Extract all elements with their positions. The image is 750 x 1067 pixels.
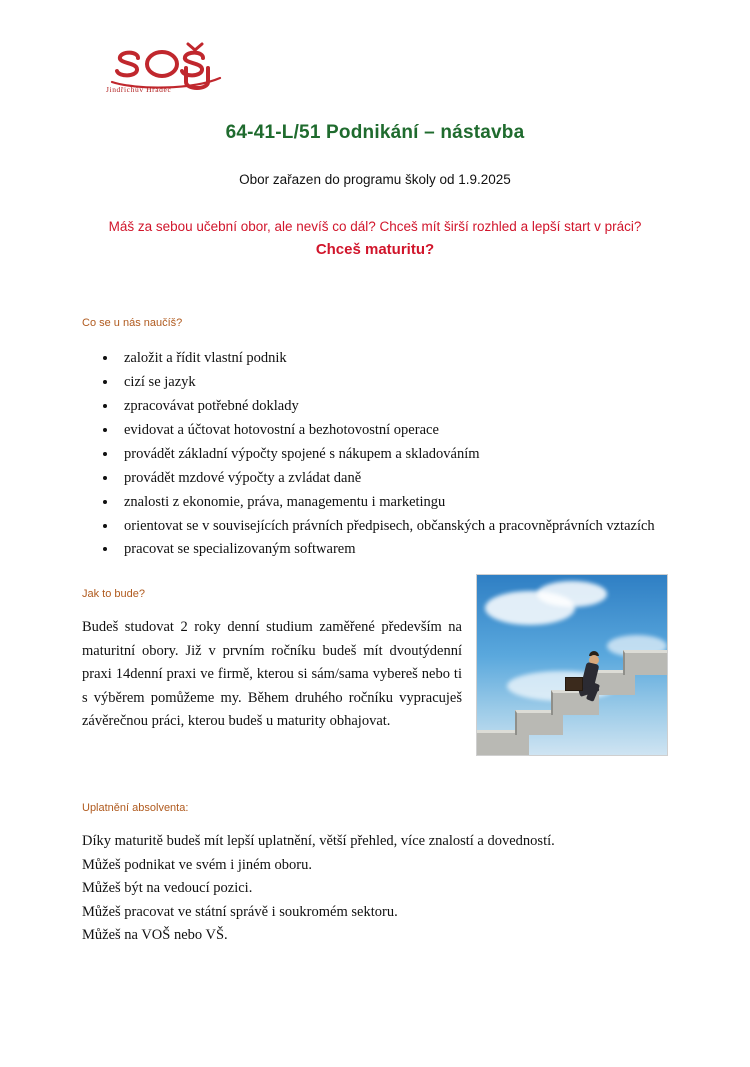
program-subtitle: Obor zařazen do programu školy od 1.9.2025 (239, 172, 511, 187)
usage-line: Díky maturitě budeš mít lepší uplatnění, větší přehled, více znalostí a dovedností. (82, 833, 555, 850)
list-item: • založit a řídit vlastní podnik (118, 347, 668, 370)
section-label-how: Jak to bude? (82, 588, 145, 601)
list-item: • orientovat se v souvisejících právních předpisech, občanských a pracovněprávních vztazích (118, 515, 668, 538)
list-item: • znalosti z ekonomie, práva, managementu i marketingu (118, 491, 668, 514)
pitch-emphasis: Chceš maturitu? (315, 240, 435, 258)
list-item: • evidovat a účtovat hotovostní a bezhotovostní operace (118, 419, 668, 442)
logo-subtitle: Jindřichův Hradec (106, 85, 172, 94)
usage-line: Můžeš podnikat ve svém i jiném oboru. (82, 856, 312, 873)
usage-line: Můžeš pracovat ve státní správě i soukromém sektoru. (82, 903, 398, 920)
list-item: • pracovat se specializovaným softwarem (118, 538, 668, 561)
section-label-usage: Uplatnění absolventa: (82, 802, 189, 815)
stairs-graphic (477, 635, 667, 755)
pitch-paragraph (82, 187, 668, 261)
how-paragraph: Budeš studovat 2 roky denní studium zaměřené především na maturitní obory. Již v prvním ročníku budeš mít dvoutýdenní praxi 14denní praxi ve firmě, kterou si sám/sama vybereš nebo ti s výběrem pomůžeme my. Během druhého ročníku vypracuješ závěrečnou práci, kterou budeš u maturity obhajovat. (82, 619, 462, 730)
usage-line: Můžeš na VOŠ nebo VŠ. (82, 927, 228, 944)
usage-list (82, 814, 668, 947)
list-item: • cizí se jazyk (118, 371, 668, 394)
learn-list (82, 347, 668, 561)
how-section (82, 600, 668, 762)
list-item: • provádět mzdové výpočty a zvládat daně (118, 467, 668, 490)
businessman-climbing-stairs-photo (476, 574, 668, 756)
page-title: 64-41-L/51 Podnikání – nástavba (225, 122, 525, 143)
school-logo (96, 38, 246, 100)
list-item: • zpracovávat potřebné doklady (118, 395, 668, 418)
usage-line: Můžeš být na vedoucí pozici. (82, 880, 253, 897)
pitch-text: Máš za sebou učební obor, ale nevíš co dál? Chceš mít širší rozhled a lepší start v práci? (108, 219, 642, 234)
section-label-learn: Co se u nás naučíš? (82, 317, 183, 330)
list-item: • provádět základní výpočty spojené s nákupem a skladováním (118, 443, 668, 466)
